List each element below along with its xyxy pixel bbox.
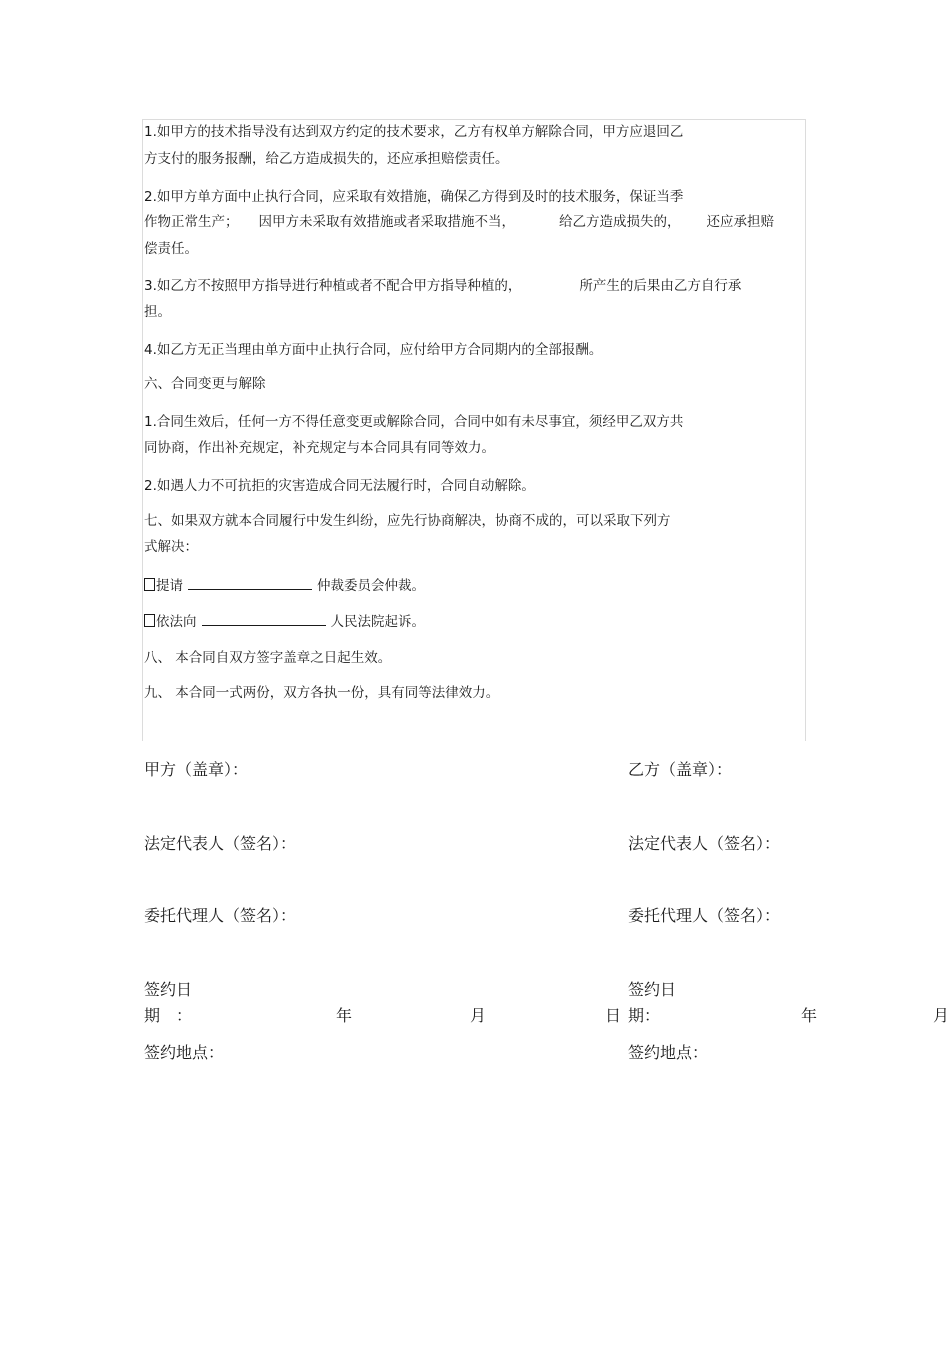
party-b-place-label: 签约地点： <box>628 1043 709 1062</box>
party-a-place-label: 签约地点： <box>144 1043 225 1062</box>
clause-2-part-d: 还应承担赔 <box>706 214 774 230</box>
clause-2-part-a: 作物正常生产； <box>144 214 239 230</box>
section-8: 八、 本合同自双方签字盖章之日起生效。 <box>144 650 392 666</box>
party-a-agent-label: 委托代理人（签名）： <box>144 906 297 925</box>
clause-3-line-2: 担。 <box>144 304 171 320</box>
party-b-year: 年 <box>801 1006 818 1025</box>
clause-2-line-2 <box>144 209 774 236</box>
arbitration-blank[interactable] <box>188 577 312 590</box>
clause-3-part-b: 所产生的后果由乙方自行承 <box>579 278 742 294</box>
party-a-seal-label: 甲方（盖章）： <box>144 760 249 779</box>
party-a-date-label: 签约日 <box>144 980 193 999</box>
party-a-legal-rep-label: 法定代表人（签名）： <box>144 834 297 853</box>
court-checkbox[interactable] <box>144 614 155 627</box>
section-9: 九、 本合同一式两份，双方各执一份，具有同等法律效力。 <box>144 685 500 701</box>
court-prefix: 依法向 <box>156 614 197 630</box>
option-court <box>144 609 425 636</box>
clause-4: 4.如乙方无正当理由单方面中止执行合同，应付给甲方合同期内的全部报酬。 <box>144 342 603 358</box>
arbitration-suffix: 仲裁委员会仲裁。 <box>317 578 425 594</box>
clause-3-line-1 <box>144 273 741 300</box>
court-suffix: 人民法院起诉。 <box>330 614 425 630</box>
clause-2-line-1: 2.如甲方单方面中止执行合同，应采取有效措施，确保乙方得到及时的技术服务，保证当季 <box>144 189 684 205</box>
party-b-seal-label: 乙方（盖章）： <box>628 760 733 779</box>
section-7-line-1: 七、如果双方就本合同履行中发生纠纷，应先行协商解决，协商不成的，可以采取下列方 <box>144 513 671 529</box>
clause-2-part-b: 因甲方未采取有效措施或者采取措施不当， <box>258 214 515 230</box>
section-6-clause-1-line-2: 同协商，作出补充规定，补充规定与本合同具有同等效力。 <box>144 440 495 456</box>
party-b-date-label: 签约日 <box>628 980 677 999</box>
clause-1-line-1: 1.如甲方的技术指导没有达到双方约定的技术要求，乙方有权单方解除合同，甲方应退回乙 <box>144 124 684 140</box>
party-b-legal-rep-label: 法定代表人（签名）： <box>628 834 781 853</box>
party-a-date-label-cont: 期 ： <box>144 1006 193 1025</box>
section-7-line-2: 式解决： <box>144 539 198 555</box>
section-6-clause-1-line-1: 1.合同生效后，任何一方不得任意变更或解除合同，合同中如有未尽事宜，须经甲乙双方共 <box>144 414 684 430</box>
party-a-day: 日 <box>605 1006 622 1025</box>
arbitration-prefix: 提请 <box>156 578 183 594</box>
party-a-month: 月 <box>470 1006 487 1025</box>
section-6-title: 六、合同变更与解除 <box>144 376 266 392</box>
court-blank[interactable] <box>202 613 326 626</box>
party-b-month: 月 <box>933 1006 950 1025</box>
clause-2-part-c: 给乙方造成损失的， <box>559 214 681 230</box>
clause-1-line-2: 方支付的服务报酬，给乙方造成损失的，还应承担赔偿责任。 <box>144 151 509 167</box>
arbitration-checkbox[interactable] <box>144 578 155 591</box>
party-b-date-label-cont: 期： <box>628 1006 661 1025</box>
section-6-clause-2: 2.如遇人力不可抗拒的灾害造成合同无法履行时，合同自动解除。 <box>144 478 535 494</box>
clause-3-part-a: 3.如乙方不按照甲方指导进行种植或者不配合甲方指导种植的， <box>144 278 522 294</box>
party-a-year: 年 <box>336 1006 353 1025</box>
clause-2-line-3: 偿责任。 <box>144 241 198 257</box>
option-arbitration <box>144 573 425 600</box>
party-b-agent-label: 委托代理人（签名）： <box>628 906 781 925</box>
